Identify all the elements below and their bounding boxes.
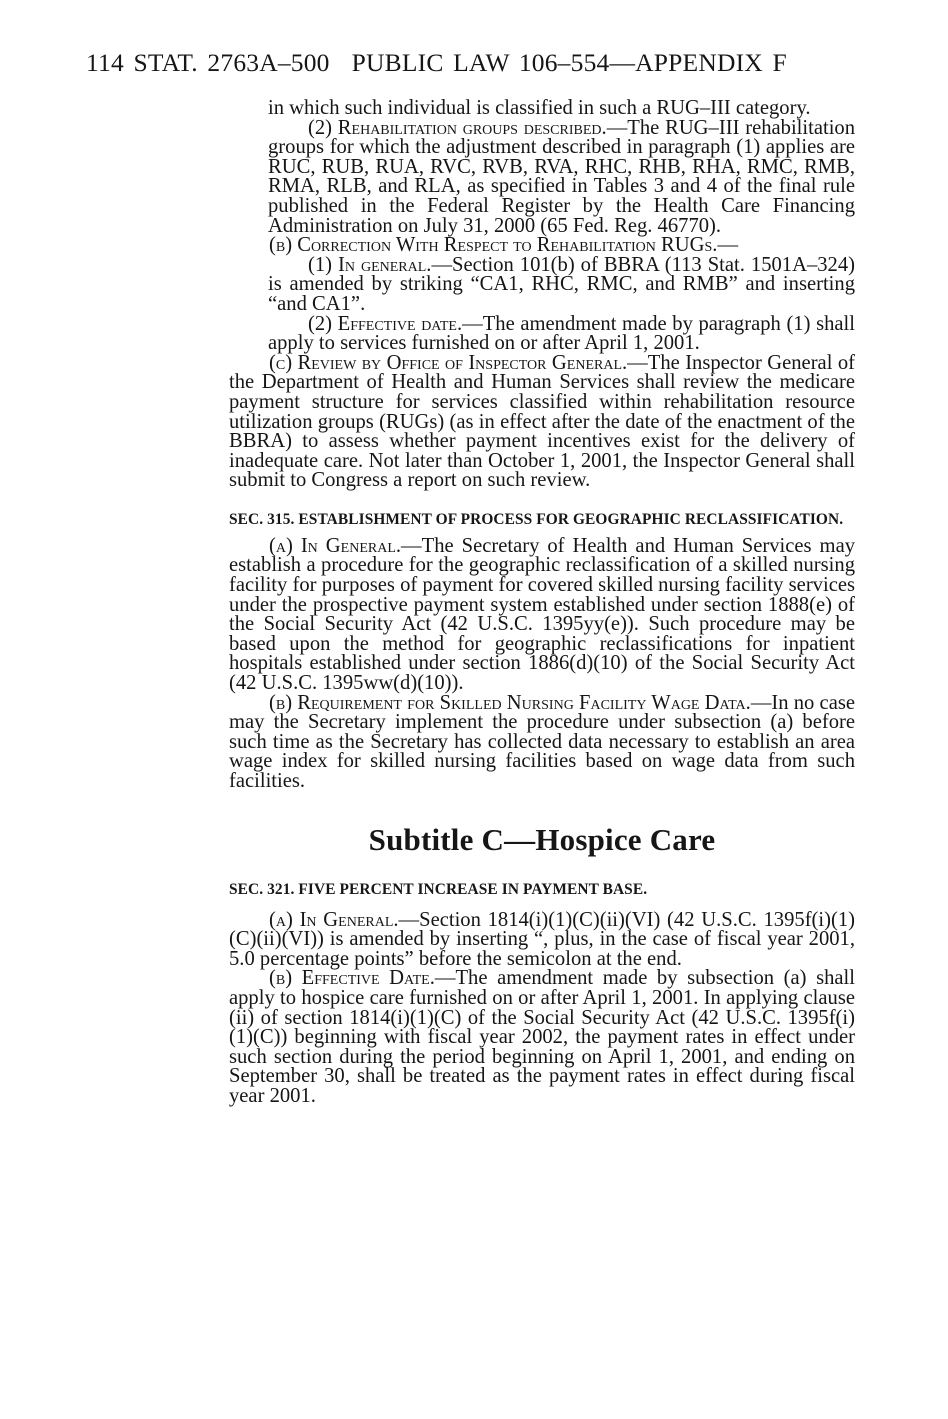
sec314-b1-text: Section 101(b) of BBRA (113 Stat. 1501A–324) is amended by striking “CA1, RHC, RMC, and RMB” and inserting “and CA1”.: [268, 253, 855, 315]
sec314-b2: (2) Effective date.—The amendment made by paragraph (1) shall apply to services furnished on or after April 1, 2001.: [268, 312, 855, 355]
law-title: PUBLIC LAW 106–554—APPENDIX F: [351, 48, 787, 77]
sec315-heading: SEC. 315. ESTABLISHMENT OF PROCESS FOR GEOGRAPHIC RECLASSIFICATION.: [229, 510, 844, 528]
sec314-c-text: The Inspector General of the Department of Health and Human Services shall review the medicare payment structure for services classified within rehabilitation resource utilization groups (RUGs) (as in effect after the date of the enactment of the BBRA) to assess whether payment incentives exist for the delivery of inadequate care. Not later than October 1, 2001, the Inspector General shall submit to Congress a report on such review.: [229, 351, 855, 492]
running-head: [86, 48, 787, 78]
subtitle-heading: Subtitle C—Hospice Care: [368, 821, 716, 857]
sec314-b1-label: (1) In general.: [308, 253, 432, 276]
sec314-paragraph-block: [268, 99, 855, 236]
sec321-b-text: The amendment made by subsection (a) shall apply to hospice care furnished on or after April 1, 2001. In applying clause (ii) of section 1814(i)(1)(C) of the Social Security Act (42 U.S.C. 1395f(i)(1)(C)) beginning with fiscal year 2002, the payment rates in effect under such section during the period beginning on April 1, 2001, and ending on September 30, shall be treated as the payment rates in effect during fiscal year 2001.: [229, 967, 855, 1107]
sec321-a-label: (a) In General.: [269, 908, 399, 931]
sec315-b-label: (b) Requirement for Skilled Nursing Facility Wage Data.: [269, 691, 751, 714]
sec321-b: (b) Effective Date.—The amendment made by subsection (a) shall apply to hospice care furnished on or after April 1, 2001. In applying clause (ii) of section 1814(i)(1)(C) of the Social Security Act (42 U.S.C. 1395f(i)(1)(C)) beginning with fiscal year 2002, the payment rates in effect under such section during the period beginning on April 1, 2001, and ending on September 30, shall be treated as the payment rates in effect during fiscal year 2001.: [229, 967, 855, 1107]
continued-paragraph: in which such individual is classified in such a RUG–III category.: [268, 97, 811, 119]
body-text: [229, 99, 855, 1107]
sec321-b-label: (b) Effective Date.: [269, 967, 435, 990]
sec321-a-text: Section 1814(i)(1)(C)(ii)(VI) (42 U.S.C. 1395f(i)(1)(C)(ii)(VI)) is amended by inserting “, plus, in the case of fiscal year 2001, 5.0 percentage points” before the semicolon at the end.: [229, 908, 855, 970]
sec314-b1: (1) In general.—Section 101(b) of BBRA (113 Stat. 1501A–324) is amended by striking “CA1, RHC, RMC, and RMB” and inserting “and CA1”.: [268, 253, 855, 315]
sec315-a: (a) In General.—The Secretary of Health and Human Services may establish a procedure for the geographic reclassification of a skilled nursing facility for purposes of payment for covered skilled nursing facility services under the prospective payment system established under section 1888(e) of the Social Security Act (42 U.S.C. 1395yy(e)). Such procedure may be based upon the method for geographic reclassifications for inpatient hospitals established under section 1886(d)(10) of the Social Security Act (42 U.S.C. 1395ww(d)(10)).: [229, 534, 856, 695]
sec314-b: (b) Correction With Respect to Rehabilitation RUGs.—: [269, 234, 739, 257]
sec315-b: (b) Requirement for Skilled Nursing Facility Wage Data.—In no case may the Secretary implement the procedure under subsection (a) before such time as the Secretary has collected data necessary to establish an area wage index for skilled nursing facilities based on wage data from such facilities.: [229, 691, 855, 792]
sec314-b2-label: (2) Effective date.: [308, 312, 463, 335]
sec315-a-text: The Secretary of Health and Human Services may establish a procedure for the geographic reclassification of a skilled nursing facility for purposes of payment for covered skilled nursing facility services under the prospective payment system established under section 1888(e) of the Social Security Act (42 U.S.C. 1395yy(e)). Such procedure may be based upon the method for geographic reclassifications for inpatient hospitals established under section 1886(d)(10) of the Social Security Act (42 U.S.C. 1395ww(d)(10)).: [229, 534, 856, 695]
sec321-heading: SEC. 321. FIVE PERCENT INCREASE IN PAYMENT BASE.: [229, 880, 648, 898]
sec321-a: (a) In General.—Section 1814(i)(1)(C)(ii)(VI) (42 U.S.C. 1395f(i)(1)(C)(ii)(VI)) is amended by inserting “, plus, in the case of fiscal year 2001, 5.0 percentage points” before the semicolon at the end.: [229, 908, 855, 970]
sec314-b-paragraphs: [268, 253, 855, 355]
sec314-p2: (2) Rehabilitation groups described.—The RUG–III rehabilitation groups for which the adjustment described in paragraph (1) applies are RUC, RUB, RUA, RVC, RVB, RVA, RHC, RHB, RHA, RMC, RMB, RMA, RLB, and RLA, as specified in Tables 3 and 4 of the final rule published in the Federal Register by the Health Care Financing Administration on July 31, 2000 (65 Fed. Reg. 46770).: [268, 116, 856, 237]
sec314-b-label: (b) Correction With Respect to Rehabilitation RUGs.: [269, 234, 718, 257]
sec314-b2-text: The amendment made by paragraph (1) shall apply to services furnished on or after April 1, 2001.: [268, 312, 855, 355]
sec314-p2-text: The RUG–III rehabilitation groups for which the adjustment described in paragraph (1) applies are RUC, RUB, RUA, RVC, RVB, RVA, RHC, RHB, RHA, RMC, RMB, RMA, RLB, and RLA, as specified in Tables 3 and 4 of the final rule published in the Federal Register by the Health Care Financing Administration on July 31, 2000 (65 Fed. Reg. 46770).: [268, 116, 856, 237]
sec315-a-label: (a) In General.: [269, 534, 402, 557]
sec315-b-text: In no case may the Secretary implement the procedure under subsection (a) before such time as the Secretary has collected data necessary to establish an area wage index for skilled nursing facilities based on wage data from such facilities.: [229, 691, 855, 792]
sec314-p2-label: (2) Rehabilitation groups described.: [308, 116, 607, 139]
sec314-c: (c) Review by Office of Inspector General.—The Inspector General of the Department of Health and Human Services shall review the medicare payment structure for services classified within rehabilitation resource utilization groups (RUGs) (as in effect after the date of the enactment of the BBRA) to assess whether payment incentives exist for the delivery of inadequate care. Not later than October 1, 2001, the Inspector General shall submit to Congress a report on such review.: [229, 351, 855, 492]
sec314-c-label: (c) Review by Office of Inspector General.: [269, 351, 628, 374]
page-reference: 114 STAT. 2763A–500: [86, 48, 330, 77]
